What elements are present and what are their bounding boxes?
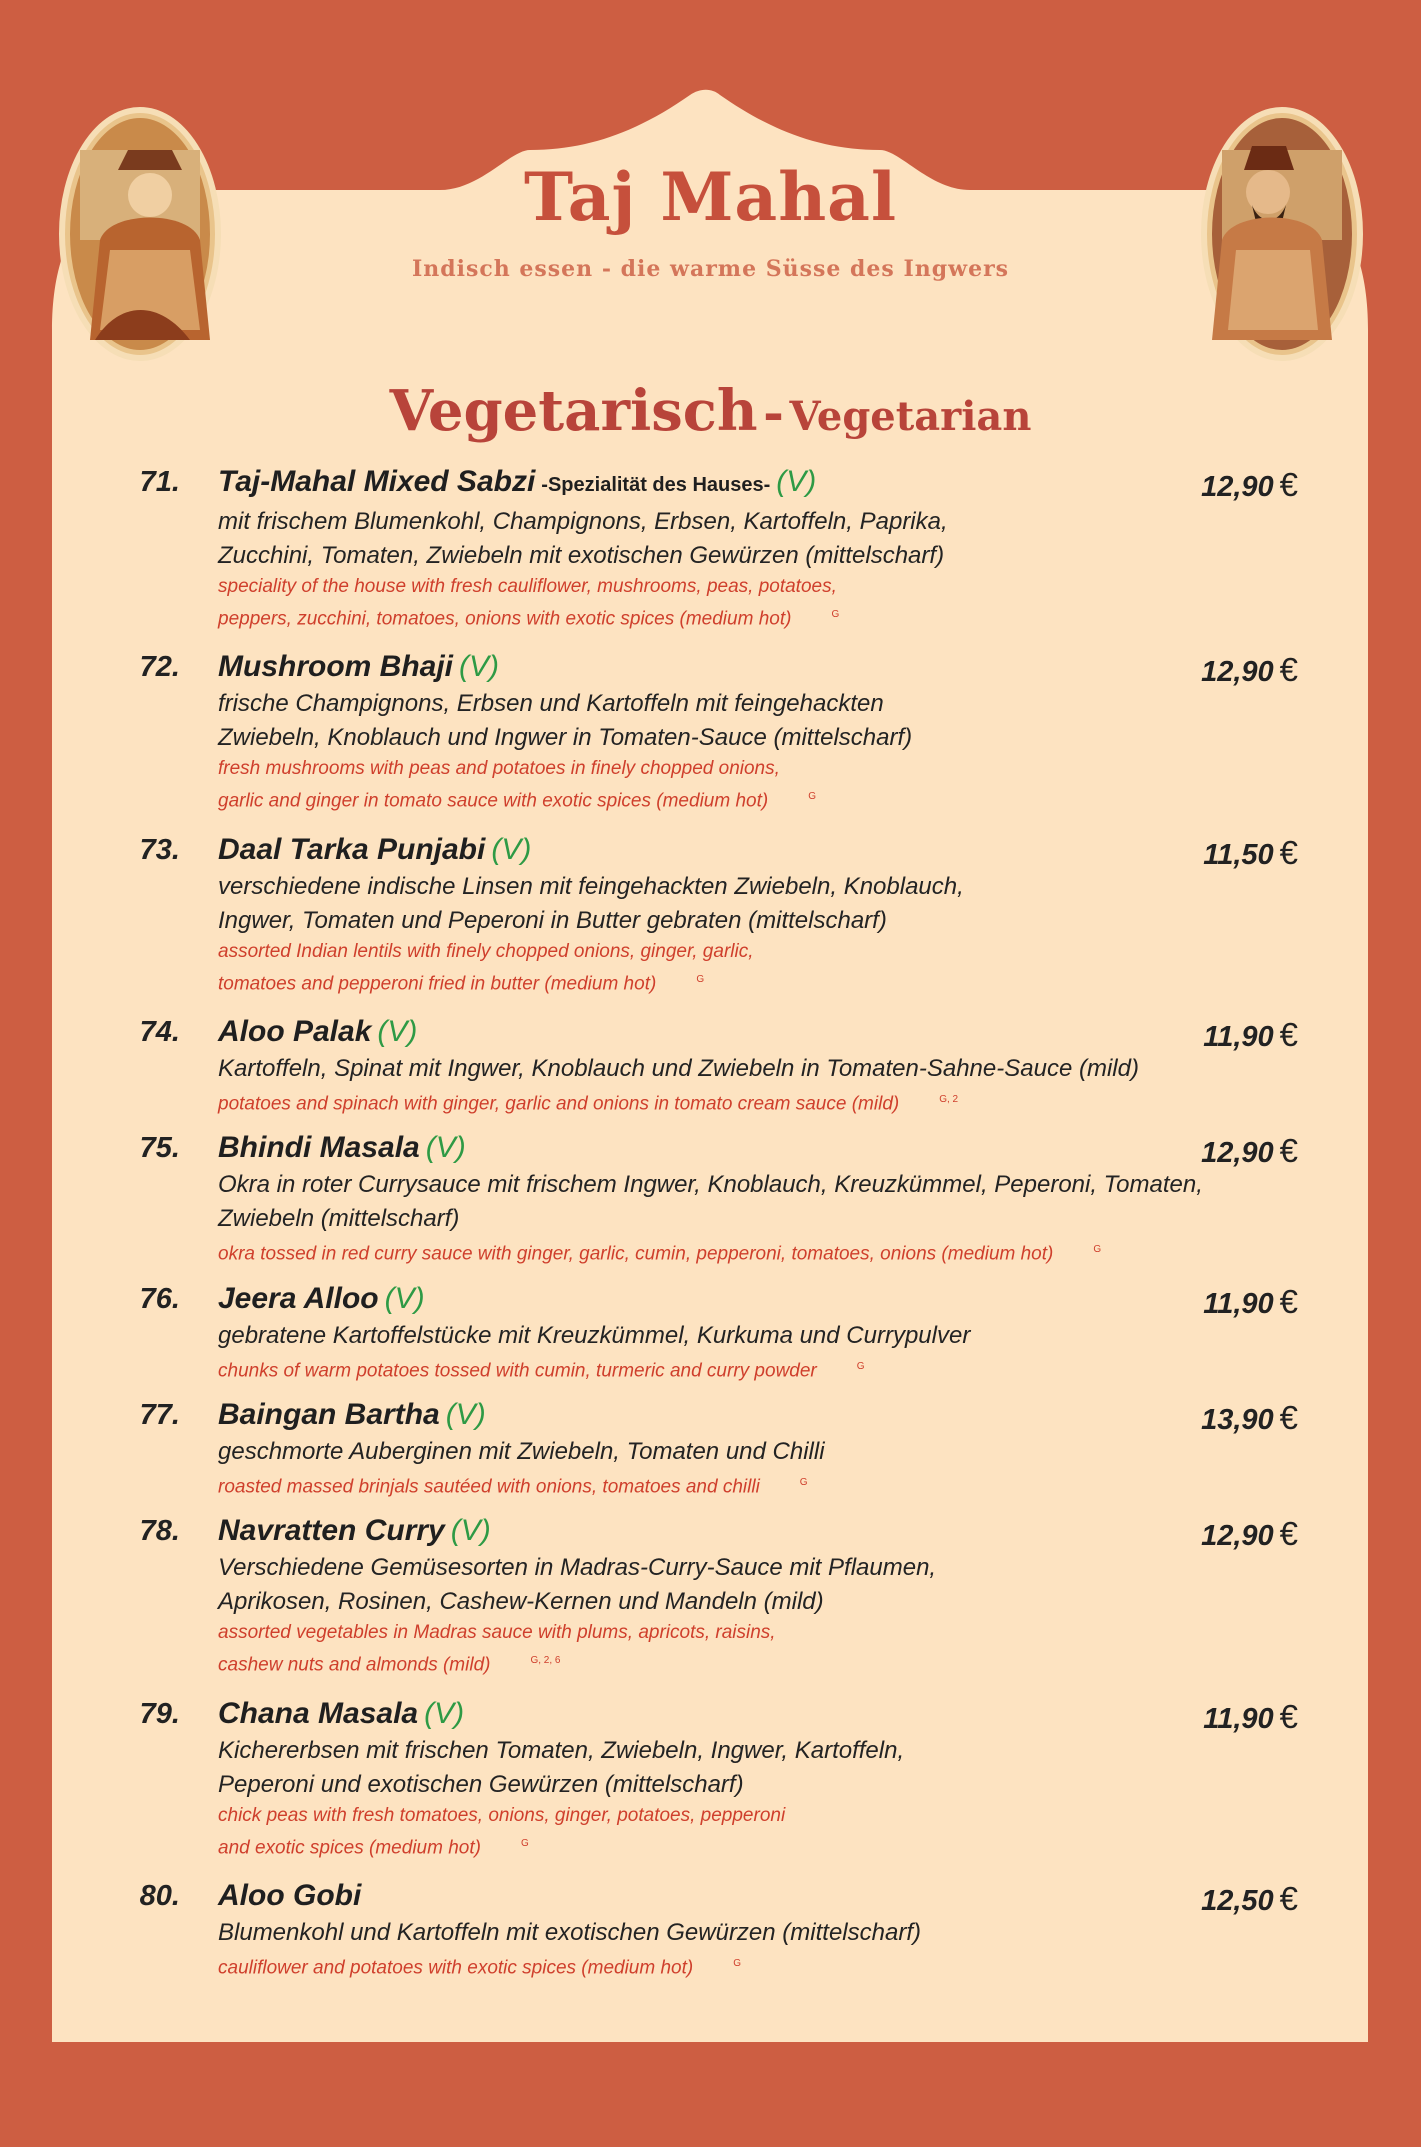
- item-description-en-text: potatoes and spinach with ginger, garlic and onions in tomato cream sauce (mild): [218, 1093, 900, 1115]
- euro-icon: €: [1279, 1398, 1298, 1436]
- euro-icon: €: [1279, 1132, 1298, 1170]
- menu-item: [0, 647, 1421, 815]
- section-title-separator: -: [763, 383, 784, 442]
- item-name: Aloo Gobi: [218, 1878, 362, 1912]
- item-number: 71.: [139, 466, 180, 498]
- item-price: [1170, 834, 1298, 872]
- item-description-en: [218, 1236, 1421, 1268]
- item-number: 76.: [139, 1282, 180, 1315]
- item-description-de: Peperoni und exotischen Gewürzen (mittelscharf): [218, 1770, 744, 1798]
- item-description-en: [218, 1086, 1421, 1118]
- item-description-en: [218, 755, 1421, 783]
- item-description-en: [218, 1950, 1421, 1982]
- menu-list: [0, 462, 1421, 1982]
- item-description-en-text: garlic and ginger in tomato sauce with exotic spices (medium hot): [218, 790, 769, 812]
- item-number: 80.: [139, 1879, 180, 1912]
- menu-item: [0, 1395, 1421, 1501]
- item-number: 77.: [139, 1398, 180, 1431]
- menu-item: [0, 830, 1421, 998]
- item-description-en-text: cauliflower and potatoes with exotic spices (medium hot): [218, 1957, 694, 1979]
- item-name: Taj-Mahal Mixed Sabzi: [218, 465, 536, 498]
- menu-item: [0, 1128, 1421, 1268]
- item-description-en-text: cashew nuts and almonds (mild): [218, 1654, 491, 1676]
- item-description-en: [218, 1353, 1421, 1385]
- menu-item: [0, 1279, 1421, 1385]
- item-description-en: [218, 1647, 1421, 1679]
- item-name: Aloo Palak: [218, 1014, 372, 1048]
- price-value: 11,50: [1203, 838, 1274, 871]
- restaurant-title: Taj Mahal: [523, 158, 898, 236]
- item-description-de: Zucchini, Tomaten, Zwiebeln mit exotischen Gewürzen (mittelscharf): [218, 542, 945, 569]
- item-price: [1170, 1515, 1298, 1553]
- euro-icon: €: [1279, 651, 1298, 689]
- vegan-mark-icon: (V): [776, 465, 817, 498]
- item-description-de: Ingwer, Tomaten und Peperoni in Butter gebraten (mittelscharf): [218, 906, 887, 934]
- item-description-en-text: peppers, zucchini, tomatoes, onions with exotic spices (medium hot): [218, 608, 792, 630]
- price-value: 12,90: [1201, 471, 1274, 503]
- item-price: [1170, 651, 1298, 689]
- item-description-en: [218, 938, 1421, 966]
- item-description-en-text: okra tossed in red curry sauce with ginger, garlic, cumin, pepperoni, tomatoes, onions (medium hot): [218, 1243, 1054, 1265]
- item-description-de: Blumenkohl und Kartoffeln mit exotischen Gewürzen (mittelscharf): [218, 1918, 921, 1946]
- item-description-en: [218, 1830, 1421, 1862]
- price-value: 13,90: [1201, 1403, 1274, 1436]
- item-number: 73.: [139, 833, 180, 866]
- item-price: [1170, 1132, 1298, 1170]
- item-price: [1170, 1016, 1298, 1054]
- item-special-note: -Spezialität des Hauses-: [541, 474, 771, 496]
- item-name: Jeera Alloo: [218, 1281, 379, 1315]
- item-description-de: mit frischem Blumenkohl, Champignons, Erbsen, Kartoffeln, Paprika,: [218, 508, 948, 535]
- item-description-de: verschiedene indische Linsen mit feingehackten Zwiebeln, Knoblauch,: [218, 872, 964, 900]
- menu-item: [0, 462, 1421, 633]
- allergen-codes: G: [520, 1837, 529, 1849]
- item-price: [1170, 1283, 1298, 1321]
- allergen-codes: G, 2, 6: [530, 1655, 561, 1667]
- allergen-codes: G: [799, 1476, 808, 1488]
- item-description-de: Kichererbsen mit frischen Tomaten, Zwiebeln, Ingwer, Kartoffeln,: [218, 1736, 905, 1764]
- item-name: Chana Masala: [218, 1696, 419, 1730]
- section-title-de: Vegetarisch: [389, 378, 758, 444]
- item-description-de: Zwiebeln, Knoblauch und Ingwer in Tomaten-Sauce (mittelscharf): [218, 724, 913, 752]
- item-description-de: Verschiedene Gemüsesorten in Madras-Curry-Sauce mit Pflaumen,: [218, 1554, 937, 1582]
- menu-item: [0, 1012, 1421, 1118]
- vegan-mark-icon: (V): [377, 1014, 418, 1048]
- item-number: 72.: [139, 651, 180, 684]
- item-description-en-text: speciality of the house with fresh cauliflower, mushrooms, peas, potatoes,: [218, 576, 837, 597]
- allergen-codes: G, 2: [939, 1093, 959, 1105]
- item-price: [1170, 1880, 1298, 1918]
- vegan-mark-icon: (V): [425, 1131, 466, 1165]
- item-description-en-text: tomatoes and pepperoni fried in butter (medium hot): [218, 972, 657, 994]
- euro-icon: €: [1279, 1515, 1298, 1553]
- price-value: 12,90: [1201, 1520, 1274, 1553]
- item-description-en-text: roasted massed brinjals sautéed with onions, tomatoes and chilli: [218, 1476, 760, 1498]
- item-name: Baingan Bartha: [218, 1397, 440, 1431]
- item-description-de: geschmorte Auberginen mit Zwiebeln, Tomaten und Chilli: [218, 1437, 825, 1465]
- item-name: Mushroom Bhaji: [218, 650, 454, 684]
- allergen-codes: G: [856, 1360, 865, 1372]
- item-description-de: Okra in roter Currysauce mit frischem Ingwer, Knoblauch, Kreuzkümmel, Peperoni, Tomaten,: [218, 1171, 1203, 1199]
- price-value: 12,90: [1201, 1137, 1274, 1170]
- allergen-codes: G: [1093, 1244, 1102, 1256]
- vegan-mark-icon: (V): [424, 1696, 465, 1730]
- item-description-en-text: chunks of warm potatoes tossed with cumin, turmeric and curry powder: [218, 1359, 817, 1381]
- vegan-mark-icon: (V): [459, 650, 500, 684]
- vegan-mark-icon: (V): [445, 1397, 486, 1431]
- item-description-en-text: assorted Indian lentils with finely chopped onions, ginger, garlic,: [218, 940, 754, 962]
- item-description-en: [218, 573, 1421, 601]
- price-value: 11,90: [1203, 1702, 1274, 1735]
- item-number: 75.: [139, 1132, 180, 1165]
- item-description-en-text: chick peas with fresh tomatoes, onions, ginger, potatoes, pepperoni: [218, 1804, 786, 1826]
- restaurant-tagline: Indisch essen - die warme Süsse des Ingwers: [411, 256, 1010, 282]
- item-name: Navratten Curry: [218, 1514, 445, 1548]
- item-description-de: frische Champignons, Erbsen und Kartoffeln mit feingehackten: [218, 690, 884, 718]
- euro-icon: €: [1279, 1879, 1298, 1917]
- vegan-mark-icon: (V): [384, 1281, 425, 1315]
- item-name: Daal Tarka Punjabi: [218, 832, 486, 866]
- item-description-de: gebratene Kartoffelstücke mit Kreuzkümmel, Kurkuma und Currypulver: [218, 1321, 971, 1349]
- vegan-mark-icon: (V): [450, 1514, 491, 1548]
- allergen-codes: G: [696, 973, 705, 985]
- item-description-en: [218, 966, 1421, 998]
- euro-icon: €: [1279, 1282, 1298, 1320]
- euro-icon: €: [1279, 1015, 1298, 1053]
- item-description-en-text: fresh mushrooms with peas and potatoes in finely chopped onions,: [218, 758, 780, 780]
- price-value: 11,90: [1203, 1020, 1274, 1053]
- item-price: [1170, 1698, 1298, 1736]
- item-description-en: [218, 783, 1421, 815]
- item-description-en: [218, 601, 1421, 633]
- allergen-codes: G: [808, 791, 816, 803]
- item-number: 79.: [139, 1697, 180, 1730]
- menu-item: [0, 1694, 1421, 1862]
- item-description-en-text: assorted vegetables in Madras sauce with plums, apricots, raisins,: [218, 1622, 776, 1644]
- item-description-en: [218, 1802, 1421, 1830]
- item-description-de: Aprikosen, Rosinen, Cashew-Kernen und Mandeln (mild): [218, 1588, 824, 1616]
- price-value: 12,50: [1201, 1884, 1274, 1917]
- menu-item: [0, 1511, 1421, 1679]
- item-description-de: Zwiebeln (mittelscharf): [218, 1205, 460, 1233]
- item-number: 78.: [139, 1515, 180, 1548]
- price-value: 11,90: [1203, 1287, 1274, 1320]
- euro-icon: €: [1279, 833, 1298, 871]
- item-price: [1170, 1399, 1298, 1437]
- vegan-mark-icon: (V): [491, 832, 532, 866]
- allergen-codes: G: [733, 1957, 742, 1969]
- euro-icon: €: [1279, 1697, 1298, 1735]
- item-name: Bhindi Masala: [218, 1131, 420, 1165]
- section-title-en: Vegetarian: [789, 393, 1032, 440]
- item-description-de: Kartoffeln, Spinat mit Ingwer, Knoblauch und Zwiebeln in Tomaten-Sahne-Sauce (mild): [218, 1054, 1139, 1082]
- item-price: [1170, 466, 1298, 504]
- section-heading: [0, 378, 1421, 444]
- item-number: 74.: [139, 1015, 180, 1048]
- item-description-en: [218, 1469, 1421, 1501]
- euro-icon: €: [1279, 466, 1298, 503]
- price-value: 12,90: [1201, 656, 1274, 689]
- item-description-en: [218, 1619, 1421, 1647]
- item-description-en-text: and exotic spices (medium hot): [218, 1836, 481, 1858]
- menu-item: [0, 1876, 1421, 1982]
- allergen-codes: G: [831, 609, 840, 620]
